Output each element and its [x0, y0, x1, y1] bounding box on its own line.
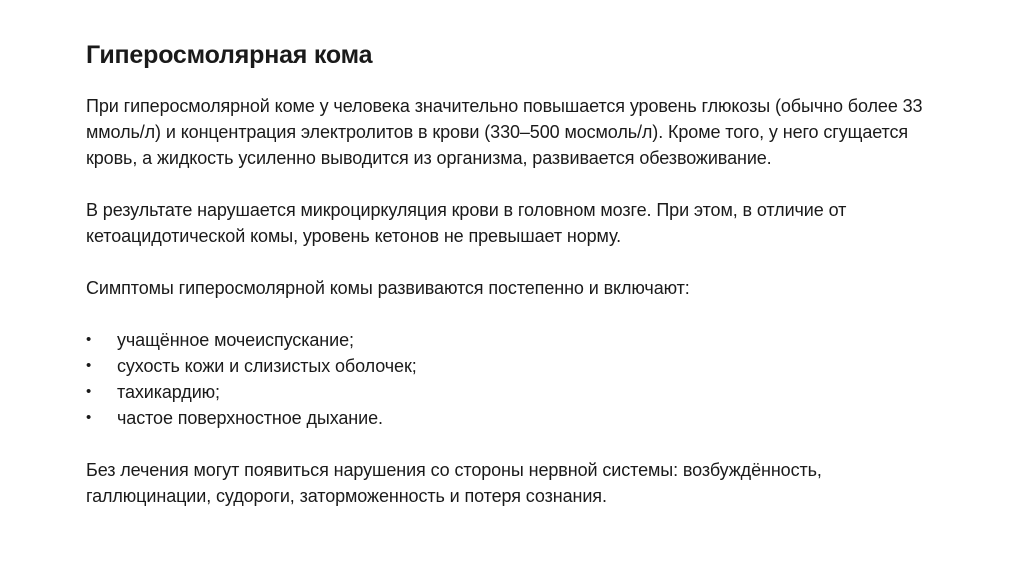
slide-title: Гиперосмолярная кома — [86, 41, 373, 69]
slide-content — [86, 93, 946, 535]
symptom-text: тахикардию; — [117, 382, 220, 402]
list-item — [86, 379, 946, 405]
list-item — [86, 353, 946, 379]
list-item — [86, 327, 946, 353]
symptom-text: сухость кожи и слизистых оболочек; — [117, 356, 417, 376]
bullet-icon: • — [86, 331, 92, 348]
bullet-icon: • — [86, 383, 92, 400]
symptoms-list — [86, 327, 946, 431]
bullet-icon: • — [86, 409, 92, 426]
list-item — [86, 405, 946, 431]
paragraph-glucose: При гиперосмолярной коме у человека значительно повышается уровень глюкозы (обычно более 33 ммоль/л) и концентрация электролитов в крови (330–500 мосмоль/л). Кроме того, у него сгущается кровь, а жидкость усиленно выводится из организма, развивается обезвоживание. — [86, 96, 923, 168]
paragraph-symptoms-intro: Симптомы гиперосмолярной комы развиваются постепенно и включают: — [86, 278, 690, 298]
symptom-text: частое поверхностное дыхание. — [117, 408, 383, 428]
bullet-icon: • — [86, 357, 92, 374]
symptom-text: учащённое мочеиспускание; — [117, 330, 354, 350]
paragraph-microcirculation: В результате нарушается микроциркуляция крови в головном мозге. При этом, в отличие от кетоацидотической комы, уровень кетонов не превышает норму. — [86, 200, 847, 246]
paragraph-nervous-system: Без лечения могут появиться нарушения со стороны нервной системы: возбуждённость, галлюцинации, судороги, заторможенность и потеря сознания. — [86, 460, 822, 506]
